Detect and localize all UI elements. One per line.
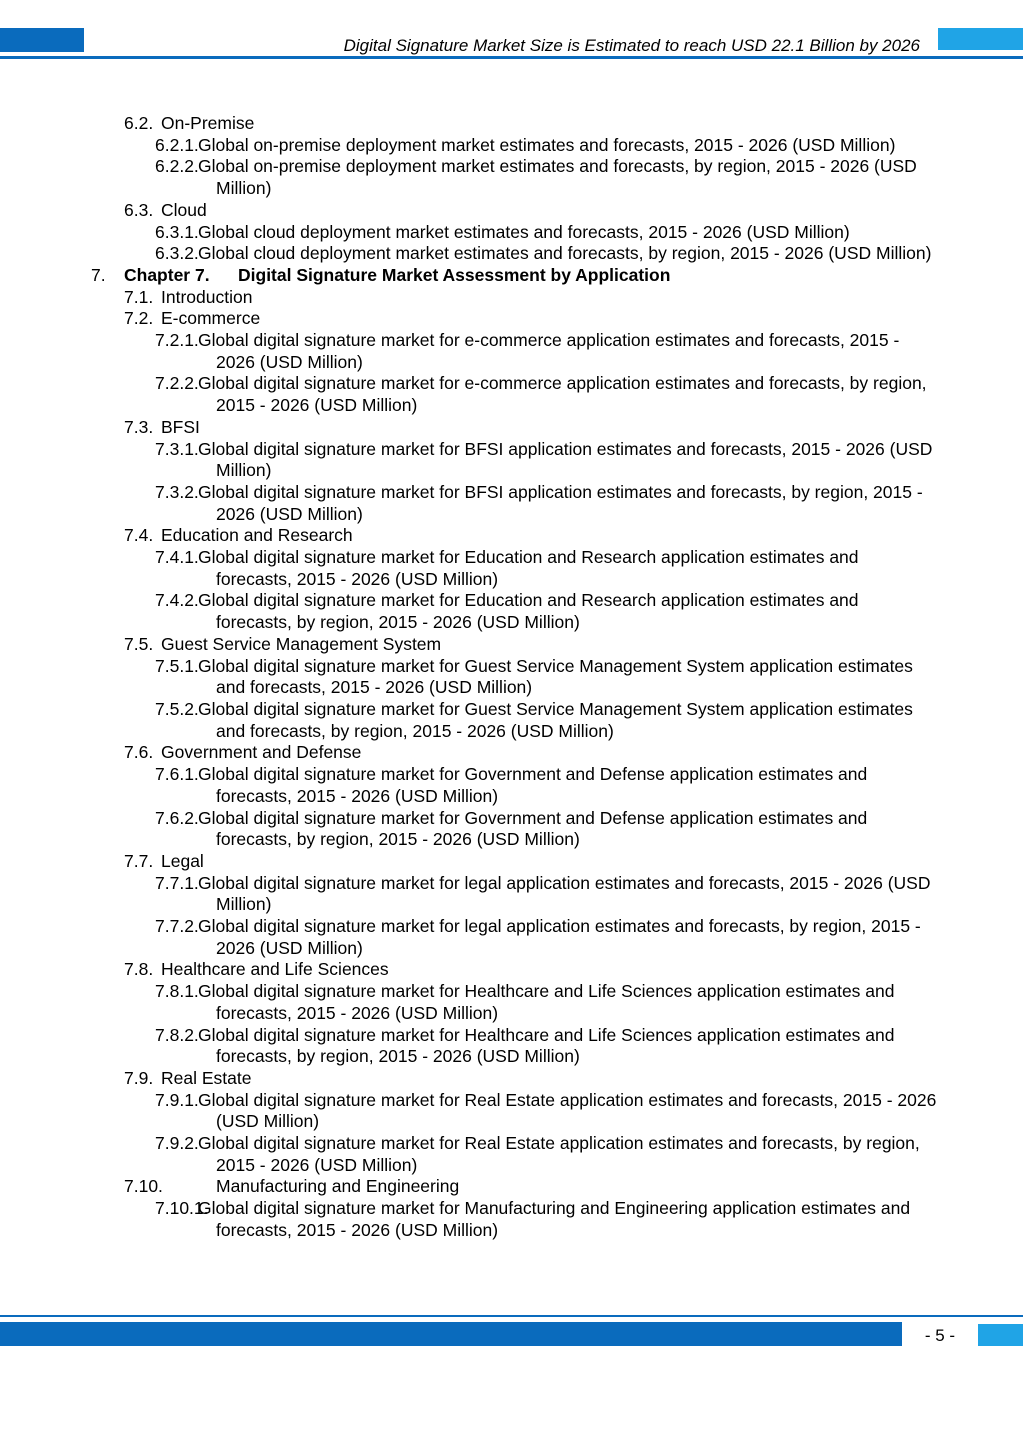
toc-entry-title: BFSI bbox=[161, 416, 200, 437]
footer-rule bbox=[0, 1315, 1023, 1317]
toc-entry bbox=[0, 243, 1023, 265]
toc-entry-title: Global digital signature market for Real Estate application estimates and forecasts, 2015 - 2026 (USD Million) bbox=[198, 1089, 937, 1132]
table-of-contents bbox=[0, 113, 1023, 1242]
toc-entry-number: 7.3.2. bbox=[155, 481, 199, 502]
toc-entry-title: Global digital signature market for legal application estimates and forecasts, by region, 2015 - 2026 (USD Million) bbox=[198, 916, 921, 958]
toc-entry bbox=[0, 135, 1023, 157]
toc-entry bbox=[0, 1068, 1023, 1090]
toc-entry bbox=[0, 634, 1023, 656]
toc-entry-title: Global cloud deployment market estimates and forecasts, by region, 2015 - 2026 (USD Million) bbox=[198, 243, 932, 264]
toc-entry-number: 6.3.2. bbox=[155, 243, 199, 264]
toc-entry bbox=[0, 808, 1023, 851]
toc-entry-title: E-commerce bbox=[161, 308, 261, 329]
toc-entry-title: Global digital signature market for Manufacturing and Engineering application estimates and forecasts, 2015 - 2026 (USD Million) bbox=[198, 1198, 911, 1240]
toc-entry-number: 7.6. bbox=[124, 742, 154, 763]
toc-entry bbox=[0, 981, 1023, 1024]
toc-entry-title: Digital Signature Market Assessment by Application bbox=[238, 264, 671, 285]
toc-entry-title: Global digital signature market for Healthcare and Life Sciences application estimates and forecasts, 2015 - 2026 (USD Million) bbox=[198, 981, 895, 1023]
toc-entry-number: 7.8.1. bbox=[155, 981, 199, 1002]
toc-entry-title: Global digital signature market for e-commerce application estimates and forecasts, 2015 - 2026 (USD Million) bbox=[198, 330, 900, 372]
toc-entry bbox=[0, 547, 1023, 590]
toc-entry bbox=[0, 959, 1023, 981]
toc-entry bbox=[0, 916, 1023, 959]
toc-entry-title: Global digital signature market for legal application estimates and forecasts, 2015 - 2026 (USD Million) bbox=[198, 872, 931, 915]
toc-entry-number: 7.6.2. bbox=[155, 807, 199, 828]
toc-entry bbox=[0, 373, 1023, 416]
toc-entry bbox=[0, 742, 1023, 764]
footer-accent-right bbox=[978, 1324, 1023, 1346]
header-accent-left bbox=[0, 28, 84, 52]
toc-entry bbox=[0, 1025, 1023, 1068]
toc-entry-number: 7.4. bbox=[124, 525, 154, 546]
toc-entry bbox=[0, 764, 1023, 807]
toc-entry-number: 7.10. bbox=[124, 1176, 163, 1197]
toc-entry-title: Global digital signature market for e-commerce application estimates and forecasts, by region, 2015 - 2026 (USD Million) bbox=[198, 373, 927, 416]
toc-entry-number: 7.7.2. bbox=[155, 916, 199, 937]
toc-entry-title: Global digital signature market for Real Estate application estimates and forecasts, by region, 2015 - 2026 (USD Million) bbox=[198, 1133, 920, 1175]
toc-entry-title: Legal bbox=[161, 850, 204, 871]
toc-entry-title: On-Premise bbox=[161, 113, 255, 133]
toc-entry-number: 7.2. bbox=[124, 308, 154, 329]
header-title: Digital Signature Market Size is Estimated to reach USD 22.1 Billion by 2026 bbox=[343, 36, 920, 55]
toc-entry bbox=[0, 482, 1023, 525]
toc-entry-number: 7.6.1. bbox=[155, 764, 199, 785]
toc-entry-number: 7.5.2. bbox=[155, 698, 199, 719]
toc-entry bbox=[0, 590, 1023, 633]
toc-entry-number: 6.3.1. bbox=[155, 221, 199, 242]
toc-entry bbox=[0, 525, 1023, 547]
toc-entry bbox=[0, 156, 1023, 199]
toc-entry bbox=[0, 308, 1023, 330]
toc-entry-title: Education and Research bbox=[161, 525, 353, 546]
toc-chapter-entry bbox=[0, 265, 1023, 287]
toc-entry-number: 7.2.1. bbox=[155, 330, 199, 351]
page-number: - 5 - bbox=[924, 1326, 956, 1345]
toc-entry-title: Guest Service Management System bbox=[161, 633, 442, 654]
header-accent-right bbox=[938, 28, 1023, 50]
toc-entry-number: 7.7. bbox=[124, 850, 154, 871]
toc-entry-title: Global digital signature market for BFSI application estimates and forecasts, 2015 - 2026 (USD Million) bbox=[198, 438, 933, 481]
toc-entry bbox=[0, 699, 1023, 742]
toc-entry-title: Real Estate bbox=[161, 1067, 252, 1088]
toc-entry bbox=[0, 330, 1023, 373]
toc-entry-title: Global digital signature market for BFSI application estimates and forecasts, by region, 2015 - 2026 (USD Million) bbox=[198, 481, 923, 524]
toc-entry-number: 7.1. bbox=[124, 286, 154, 307]
toc-entry-number: 7.9. bbox=[124, 1067, 154, 1088]
toc-entry-number: 7.4.2. bbox=[155, 590, 199, 611]
toc-entry bbox=[0, 873, 1023, 916]
toc-entry bbox=[0, 200, 1023, 222]
toc-entry-title: Cloud bbox=[161, 199, 207, 220]
toc-entry-title: Global digital signature market for Education and Research application estimates and forecasts, 2015 - 2026 (USD Million) bbox=[198, 547, 859, 589]
toc-entry-title: Introduction bbox=[161, 286, 253, 307]
toc-entry-title: Global cloud deployment market estimates and forecasts, 2015 - 2026 (USD Million) bbox=[198, 221, 850, 242]
toc-entry-title: Global digital signature market for Government and Defense application estimates and forecasts, by region, 2015 - 2026 (USD Million) bbox=[198, 807, 868, 850]
toc-entry-number: 6.2. bbox=[124, 113, 154, 133]
toc-entry-number: 7.7.1. bbox=[155, 872, 199, 893]
toc-entry-number: 6.2.1. bbox=[155, 134, 199, 155]
toc-entry-number: 7.10.1. bbox=[155, 1198, 209, 1219]
toc-entry-number: 7.3. bbox=[124, 416, 154, 437]
toc-entry bbox=[0, 417, 1023, 439]
toc-entry-number: 7.9.1. bbox=[155, 1089, 199, 1110]
toc-entry bbox=[0, 656, 1023, 699]
toc-entry-number: 7.4.1. bbox=[155, 547, 199, 568]
toc-entry bbox=[0, 1198, 1023, 1241]
header-rule bbox=[0, 56, 1023, 59]
footer-bar bbox=[0, 1322, 902, 1346]
toc-chapter-label: Chapter 7. bbox=[124, 264, 210, 285]
toc-entry-title: Global on-premise deployment market estimates and forecasts, by region, 2015 - 2026 (USD Million) bbox=[198, 156, 917, 199]
toc-entry-title: Global digital signature market for Healthcare and Life Sciences application estimates and forecasts, by region, 2015 - 2026 (USD Million) bbox=[198, 1024, 895, 1067]
toc-entry-number: 7.2.2. bbox=[155, 373, 199, 394]
toc-entry-number: 7.9.2. bbox=[155, 1133, 199, 1154]
toc-entry-number: 6.3. bbox=[124, 199, 154, 220]
toc-entry-number: 6.2.2. bbox=[155, 156, 199, 177]
toc-entry-title: Government and Defense bbox=[161, 742, 362, 763]
toc-entry-number: 7.8.2. bbox=[155, 1024, 199, 1045]
toc-entry-title: Global digital signature market for Education and Research application estimates and forecasts, by region, 2015 - 2026 (USD Million) bbox=[198, 590, 859, 633]
toc-entry-number: 7.5. bbox=[124, 633, 154, 654]
toc-entry-title: Global digital signature market for Government and Defense application estimates and forecasts, 2015 - 2026 (USD Million) bbox=[198, 764, 868, 806]
toc-entry bbox=[0, 1133, 1023, 1176]
toc-entry-number: 7. bbox=[91, 264, 106, 285]
toc-entry-title: Global on-premise deployment market estimates and forecasts, 2015 - 2026 (USD Million) bbox=[198, 134, 896, 155]
toc-entry bbox=[0, 439, 1023, 482]
toc-entry bbox=[0, 1176, 1023, 1198]
toc-entry bbox=[0, 851, 1023, 873]
toc-entry-title: Healthcare and Life Sciences bbox=[161, 959, 389, 980]
toc-entry-number: 7.5.1. bbox=[155, 655, 199, 676]
toc-entry-title: Global digital signature market for Guest Service Management System application estimates and forecasts, by region, 2015 - 2026 (USD Million) bbox=[198, 698, 913, 741]
toc-entry-title: Global digital signature market for Guest Service Management System application estimates and forecasts, 2015 - 2026 (USD Million) bbox=[198, 655, 913, 698]
toc-entry bbox=[0, 113, 1023, 135]
toc-entry-number: 7.8. bbox=[124, 959, 154, 980]
toc-entry-title: Manufacturing and Engineering bbox=[216, 1176, 460, 1197]
toc-entry bbox=[0, 287, 1023, 309]
toc-entry-number: 7.3.1. bbox=[155, 438, 199, 459]
toc-entry bbox=[0, 222, 1023, 244]
toc-entry bbox=[0, 1090, 1023, 1133]
